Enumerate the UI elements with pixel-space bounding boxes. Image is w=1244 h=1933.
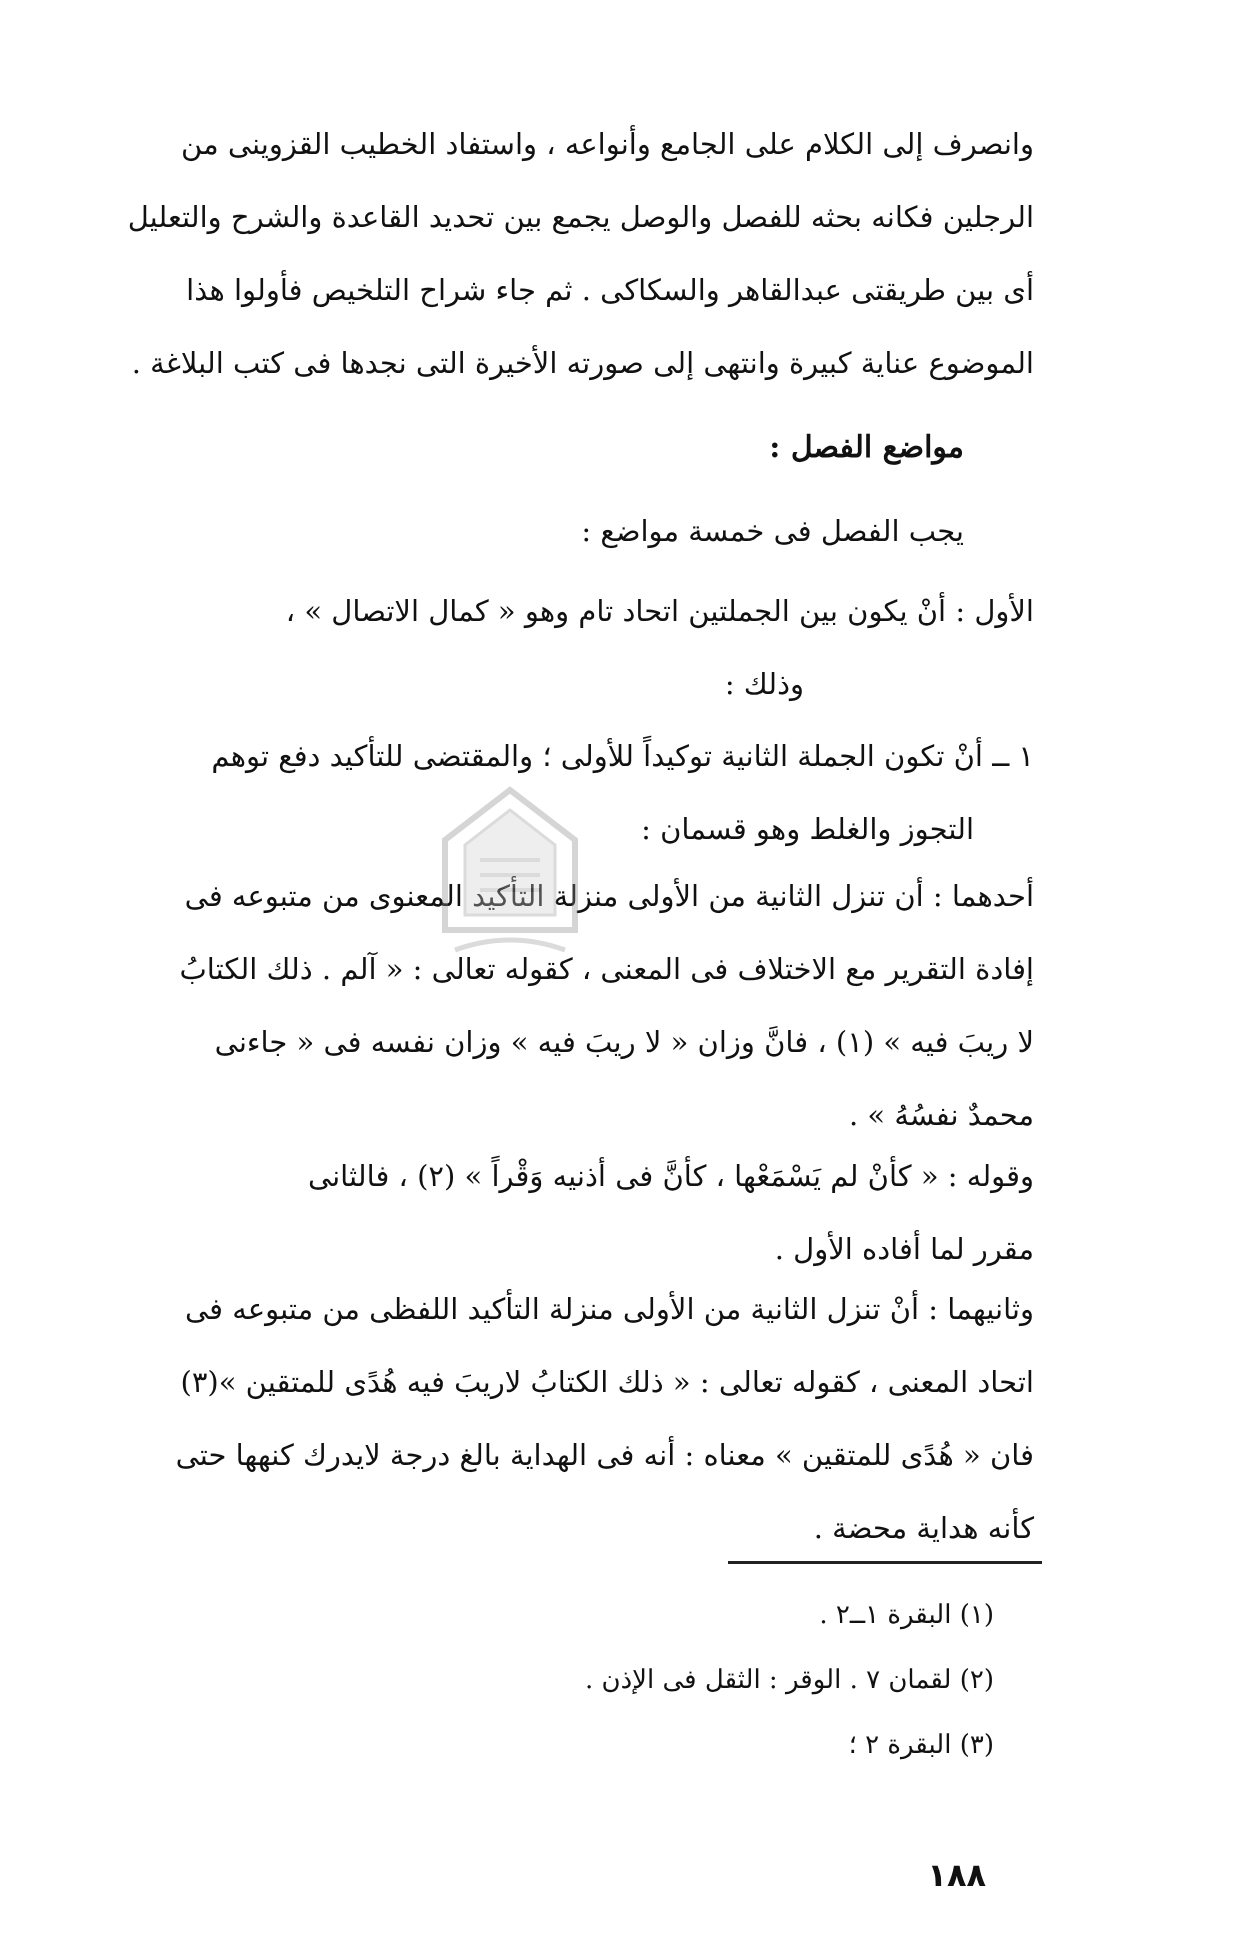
- text-line: وذلك :: [724, 667, 804, 701]
- footnote-1: (١) البقرة ١ــ٢ .: [819, 1600, 994, 1630]
- footnote-divider: [728, 1561, 1042, 1564]
- text-line: إفادة التقرير مع الاختلاف فى المعنى ، كقوله تعالى : « آلم . ذلك الكتابُ: [179, 952, 1034, 986]
- text-line: الموضوع عناية كبيرة وانتهى إلى صورته الأخيرة التى نجدها فى كتب البلاغة .: [131, 346, 1034, 380]
- text-line: ١ ــ أنْ تكون الجملة الثانية توكيداً للأولى ؛ والمقتضى للتأكيد دفع توهم: [211, 739, 1034, 773]
- text-line: التجوز والغلط وهو قسمان :: [641, 812, 974, 846]
- footnote-3: (٣) البقرة ٢ ؛: [848, 1730, 994, 1760]
- section-heading: مواضع الفصل :: [769, 430, 964, 465]
- text-line: كأنه هداية محضة .: [813, 1511, 1034, 1545]
- second-kind-paragraph: [175, 1273, 1034, 1565]
- text-line: لا ريبَ فيه » (١) ، فانَّ وزان « لا ريبَ فيه » وزان نفسه فى « جاءنى: [214, 1025, 1034, 1059]
- first-position-paragraph: [204, 575, 1034, 721]
- text-line: أحدهما : أن تنزل الثانية من الأولى منزلة التأكيد المعنوى من متبوعه فى: [184, 879, 1034, 913]
- item-1-paragraph: [204, 720, 1034, 866]
- text-line: مقرر لما أفاده الأول .: [774, 1232, 1034, 1266]
- text-line: وقوله : « كأنْ لم يَسْمَعْها ، كأنَّ فى أذنيه وَقْراً » (٢) ، فالثانى: [307, 1159, 1034, 1193]
- text-line: وانصرف إلى الكلام على الجامع وأنواعه ، واستفاد الخطيب القزوينى من: [181, 127, 1034, 161]
- library-watermark-icon: [425, 780, 595, 970]
- page-number: ١٨٨: [927, 1856, 986, 1894]
- text-line: محمدٌ نفسُهُ » .: [848, 1098, 1034, 1132]
- intro-paragraph: [127, 108, 1034, 400]
- text-line: فان « هُدًى للمتقين » معناه : أنه فى الهداية بالغ درجة لايدرك كنهها حتى: [175, 1438, 1034, 1472]
- first-kind-paragraph: [179, 860, 1034, 1152]
- text-line: وثانيهما : أنْ تنزل الثانية من الأولى منزلة التأكيد اللفظى من متبوعه فى: [185, 1292, 1034, 1326]
- text-line: الرجلين فكانه بحثه للفصل والوصل يجمع بين تحديد القاعدة والشرح والتعليل: [127, 200, 1034, 234]
- quote-paragraph: [204, 1140, 1034, 1286]
- text-line: الأول : أنْ يكون بين الجملتين اتحاد تام وهو « كمال الاتصال » ،: [285, 594, 1034, 628]
- footnote-2: (٢) لقمان ٧ . الوقر : الثقل فى الإذن .: [584, 1665, 994, 1695]
- text-line: أى بين طريقتى عبدالقاهر والسكاكى . ثم جاء شراح التلخيص فأولوا هذا: [186, 273, 1034, 307]
- text-line: اتحاد المعنى ، كقوله تعالى : « ذلك الكتابُ لاريبَ فيه هُدًى للمتقين »(٣): [180, 1365, 1034, 1399]
- must-line: يجب الفصل فى خمسة مواضع :: [581, 514, 964, 548]
